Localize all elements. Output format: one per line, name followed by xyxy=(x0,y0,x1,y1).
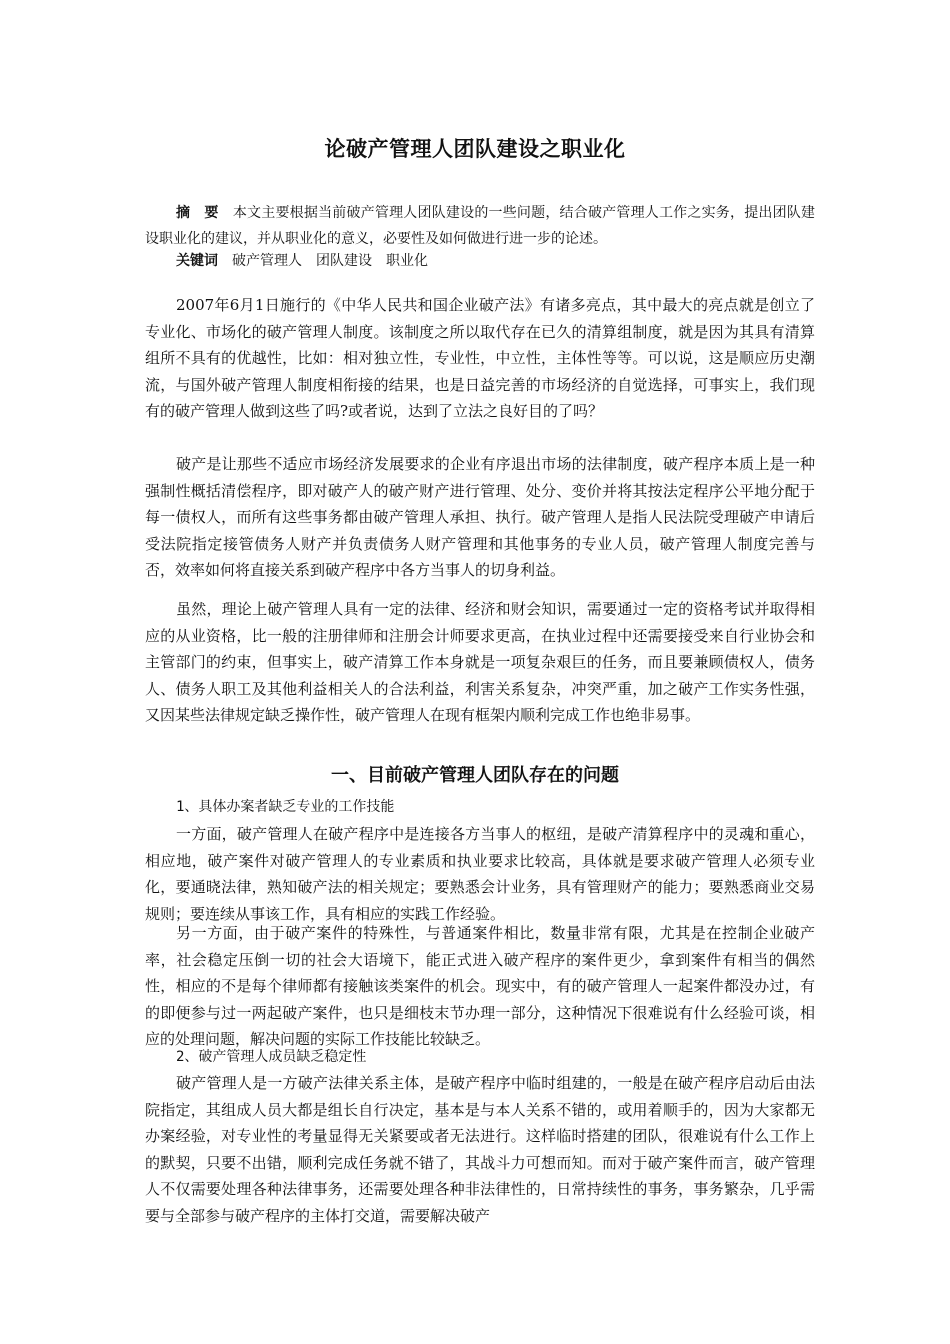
body-paragraph: 另一方面，由于破产案件的特殊性，与普通案件相比，数量非常有限，尤其是在控制企业破产率，社会稳定压倒一切的社会大语境下，能正式进入破产程序的案件更少，拿到案件有相当的偶然性，相应的不是每个律师都有接触该类案件的机会。现实中，有的破产管理人一起案件都没办过，有的即便参与过一两起破产案件，也只是细枝末节办理一部分，这种情况下很难说有什么经验可谈，相应的处理问题，解决问题的实际工作技能比较缺乏。 xyxy=(145,924,815,1048)
intro-paragraph: 破产是让那些不适应市场经济发展要求的企业有序退出市场的法律制度，破产程序本质上是一种强制性概括清偿程序，即对破产人的破产财产进行管理、处分、变价并将其按法定程序公平地分配于每一债权人，而所有这些事务都由破产管理人承担、执行。破产管理人是指人民法院受理破产申请后受法院指定接管债务人财产并负责债务人财产管理和其他事务的专业人员，破产管理人制度完善与否，效率如何将直接关系到破产程序中各方当事人的切身利益。 xyxy=(145,455,815,579)
section-heading: 一、目前破产管理人团队存在的问题 xyxy=(331,765,619,786)
subsection-heading: 1、具体办案者缺乏专业的工作技能 xyxy=(176,799,395,815)
keywords xyxy=(176,248,428,274)
abstract-label: 摘 要 xyxy=(176,205,219,221)
keywords-text: 破产管理人 团队建设 职业化 xyxy=(232,253,428,269)
body-paragraph: 一方面，破产管理人在破产程序中是连接各方当事人的枢纽，是破产清算程序中的灵魂和重心，相应地，破产案件对破产管理人的专业素质和执业要求比较高，具体就是要求破产管理人必须专业化，要通晓法律，熟知破产法的相关规定；要熟悉会计业务，具有管理财产的能力；要熟悉商业交易规则；要连续从事该工作，具有相应的实践工作经验。 xyxy=(145,825,815,923)
abstract-text: 本文主要根据当前破产管理人团队建设的一些问题，结合破产管理人工作之实务，提出团队建设职业化的建议，并从职业化的意义，必要性及如何做进行进一步的论述。 xyxy=(145,205,816,247)
intro-paragraph: 2007年6月1日施行的《中华人民共和国企业破产法》有诸多亮点，其中最大的亮点就是创立了专业化、市场化的破产管理人制度。该制度之所以取代存在已久的清算组制度，就是因为其具有清算组所不具有的优越性，比如：相对独立性，专业性，中立性，主体性等等。可以说，这是顺应历史潮流，与国外破产管理人制度相衔接的结果，也是日益完善的市场经济的自觉选择，可事实上，我们现有的破产管理人做到这些了吗?或者说，达到了立法之良好目的了吗？ xyxy=(145,296,815,420)
abstract xyxy=(145,200,815,252)
subsection-heading: 2、破产管理人成员缺乏稳定性 xyxy=(176,1049,367,1065)
document-title: 论破产管理人团队建设之职业化 xyxy=(324,137,626,161)
keywords-label: 关键词 xyxy=(176,253,218,269)
intro-paragraph: 虽然，理论上破产管理人具有一定的法律、经济和财会知识，需要通过一定的资格考试并取得相应的从业资格，比一般的注册律师和注册会计师要求更高，在执业过程中还需要接受来自行业协会和主管部门的约束，但事实上，破产清算工作本身就是一项复杂艰巨的任务，而且要兼顾债权人，债务人、债务人职工及其他利益相关人的合法利益，利害关系复杂，冲突严重，加之破产工作实务性强，又因某些法律规定缺乏操作性，破产管理人在现有框架内顺利完成工作也绝非易事。 xyxy=(145,600,815,724)
body-paragraph: 破产管理人是一方破产法律关系主体，是破产程序中临时组建的，一般是在破产程序启动后由法院指定，其组成人员大都是组长自行决定，基本是与本人关系不错的，或用着顺手的，因为大家都无办案经验，对专业性的考量显得无关紧要或者无法进行。这样临时搭建的团队，很难说有什么工作上的默契，只要不出错，顺利完成任务就不错了，其战斗力可想而知。而对于破产案件而言，破产管理人不仅需要处理各种法律事务，还需要处理各种非法律性的，日常持续性的事务，事务繁杂，几乎需要与全部参与破产程序的主体打交道，需要解决破产 xyxy=(145,1074,815,1225)
